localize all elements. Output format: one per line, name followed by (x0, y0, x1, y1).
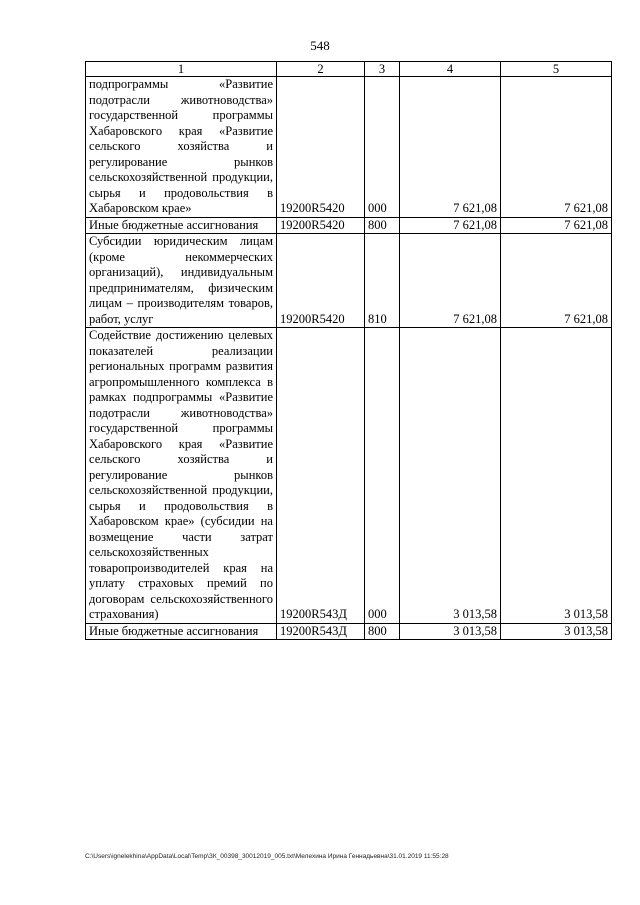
footer-file-path: C:\Users\ignelekhina\AppData\Local\Temp\ЗК_00398_30012019_005.txt\Мелехина Ирина Геннадьевна\31.01.2019 11:55:28 (85, 853, 449, 860)
page-number: 548 (310, 38, 330, 53)
table-header-row (86, 62, 612, 77)
row-expense-type: 800 (365, 217, 400, 234)
table-row (86, 623, 612, 640)
row-amount-col5: 3 013,58 (501, 328, 612, 624)
row-amount-col4: 7 621,08 (400, 217, 501, 234)
row-name: подпрограммы «Развитие подотрасли животноводства» государственной программы Хабаровского края «Развитие сельского хозяйства и регулирование рынков сельскохозяйственной продукции, сырья и продовольствия в Хабаровском крае» (86, 77, 277, 218)
row-amount-col5: 7 621,08 (501, 217, 612, 234)
row-code: 19200R5420 (277, 217, 365, 234)
row-name: Субсидии юридическим лицам (кроме некоммерческих организаций), индивидуальным предпринимателям, физическим лицам – производителям товаров, работ, услуг (86, 234, 277, 328)
table-row (86, 328, 612, 624)
row-amount-col5: 7 621,08 (501, 77, 612, 218)
row-code: 19200R5420 (277, 77, 365, 218)
column-header-5: 5 (501, 62, 612, 77)
table-row (86, 217, 612, 234)
row-expense-type: 000 (365, 328, 400, 624)
row-expense-type: 800 (365, 623, 400, 640)
row-name: Иные бюджетные ассигнования (86, 623, 277, 640)
row-amount-col5: 3 013,58 (501, 623, 612, 640)
row-name: Содействие достижению целевых показателей реализации региональных программ развития агропромышленного комплекса в рамках подпрограммы «Развитие подотрасли животноводства» государственной программы Хабаровского края «Развитие сельского хозяйства и регулирование рынков сельскохозяйственной продукции, сырья и продовольствия в Хабаровском крае» (субсидии на возмещение части затрат сельскохозяйственных товаропроизводителей края на уплату страховых премий по договорам сельскохозяйственного страхования) (86, 328, 277, 624)
row-code: 19200R5420 (277, 234, 365, 328)
row-amount-col5: 7 621,08 (501, 234, 612, 328)
row-code: 19200R543Д (277, 328, 365, 624)
row-amount-col4: 3 013,58 (400, 623, 501, 640)
column-header-3: 3 (365, 62, 400, 77)
budget-table (85, 61, 612, 640)
column-header-4: 4 (400, 62, 501, 77)
table-row (86, 77, 612, 218)
row-name: Иные бюджетные ассигнования (86, 217, 277, 234)
column-header-1: 1 (86, 62, 277, 77)
column-header-2: 2 (277, 62, 365, 77)
row-expense-type: 000 (365, 77, 400, 218)
row-amount-col4: 3 013,58 (400, 328, 501, 624)
row-expense-type: 810 (365, 234, 400, 328)
table-row (86, 234, 612, 328)
row-code: 19200R543Д (277, 623, 365, 640)
row-amount-col4: 7 621,08 (400, 234, 501, 328)
row-amount-col4: 7 621,08 (400, 77, 501, 218)
